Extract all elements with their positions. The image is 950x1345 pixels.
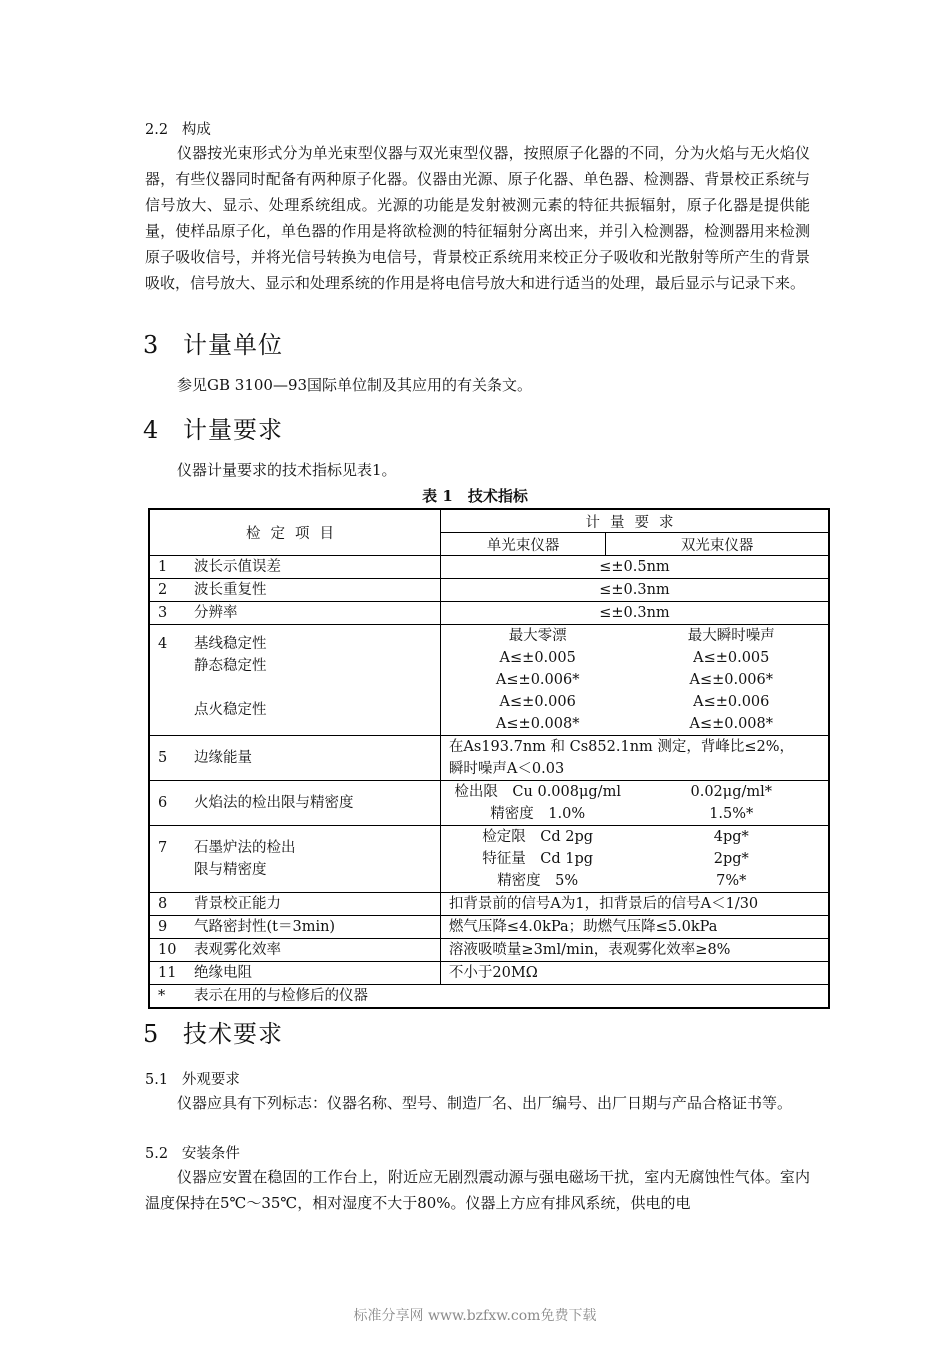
cell-text: 精密度 5%: [497, 873, 579, 889]
section-title: 计量单位: [183, 331, 283, 359]
header-double-beam: 双光束仪器: [606, 533, 829, 556]
row-item: 基线稳定性: [194, 636, 267, 652]
table-row: [149, 556, 829, 579]
cell-text: A≤±0.008*: [689, 716, 773, 732]
section-title: 技术要求: [183, 1020, 283, 1048]
cell-text: A≤±0.006: [693, 694, 770, 710]
paragraph-requirements: 仪器计量要求的技术指标见表1。: [177, 461, 397, 479]
row-number: 4: [158, 636, 168, 652]
cell-text: 最大瞬时噪声: [687, 628, 775, 644]
row-value: 扣背景前的信号A为1，扣背景后的信号A＜1/30: [440, 893, 829, 916]
paragraph-units: 参见GB 3100—93国际单位制及其应用的有关条文。: [177, 376, 533, 394]
row-subitem: 点火稳定性: [194, 702, 267, 718]
header-single-beam: 单光束仪器: [440, 533, 605, 556]
max-noise-column: [634, 625, 828, 735]
paragraph-installation: 仪器应安置在稳固的工作台上，附近应无剧烈震动源与强电磁场干扰，室内无腐蚀性气体。室内温度保持在5℃～35℃，相对湿度不大于80%。仪器上方应有排风系统，供电的电: [145, 1168, 810, 1212]
row-number: 10: [158, 942, 177, 958]
note-mark: *: [158, 988, 166, 1004]
section-number: 4: [143, 416, 160, 444]
section-number: 5.2: [145, 1146, 169, 1162]
cell-text: 瞬时噪声A＜0.03: [448, 761, 565, 777]
cell-text: A≤±0.005: [499, 650, 576, 666]
section-title: 构成: [181, 122, 211, 138]
table-row-graphite: [149, 826, 829, 893]
row-item: 石墨炉法的检出: [194, 840, 296, 856]
section-3-heading: [143, 325, 283, 360]
section-title: 计量要求: [183, 416, 283, 444]
table-row: [149, 602, 829, 625]
row-subitem: 限与精密度: [194, 862, 267, 878]
header-item: 检定项目: [149, 509, 440, 556]
row-number: 7: [158, 840, 168, 856]
cell-text: A≤±0.006*: [689, 672, 773, 688]
row-item: 边缘能量: [194, 750, 252, 766]
cell-text: 检出限 Cu 0.008μg/ml: [454, 784, 621, 800]
row-number: 3: [158, 605, 168, 621]
table-row: [149, 962, 829, 985]
row-item: 火焰法的检出限与精密度: [194, 795, 354, 811]
row-value: ≤±0.5nm: [440, 556, 829, 579]
header-requirement: 计量要求: [440, 509, 829, 533]
section-title: 安装条件: [181, 1146, 240, 1162]
row-number: 1: [158, 559, 168, 575]
paragraph-appearance: 仪器应具有下列标志：仪器名称、型号、制造厂名、出厂编号、出厂日期与产品合格证书等。: [177, 1094, 793, 1112]
section-number: 5.1: [145, 1072, 169, 1088]
table-row: [149, 579, 829, 602]
row-number: 2: [158, 582, 168, 598]
row-value: 不小于20MΩ: [440, 962, 829, 985]
cell-text: A≤±0.006*: [495, 672, 580, 688]
section-number: 3: [143, 331, 160, 359]
row-subitem: 静态稳定性: [194, 658, 267, 674]
cell-text: 0.02μg/ml*: [690, 784, 772, 800]
section-5-heading: [143, 1014, 283, 1049]
table-row: [149, 893, 829, 916]
cell-text: 在As193.7nm 和 Cs852.1nm 测定，背峰比≤2%，: [448, 739, 795, 755]
note-text: 表示在用的与检修后的仪器: [194, 988, 368, 1004]
max-drift-column: [441, 625, 635, 735]
cell-text: 7%*: [716, 873, 747, 889]
cell-text: 1.5%*: [709, 806, 754, 822]
table-row-baseline-stability: [149, 625, 829, 736]
row-number: 6: [158, 795, 168, 811]
table-header-row: [149, 509, 829, 533]
cell-text: 4pg*: [713, 829, 749, 845]
row-number: 8: [158, 896, 168, 912]
cell-text: A≤±0.008*: [495, 716, 580, 732]
row-value: ≤±0.3nm: [440, 602, 829, 625]
cell-text: 检定限 Cd 2pg: [482, 829, 594, 845]
row-value: 溶液吸喷量≥3ml/min，表观雾化效率≥8%: [440, 939, 829, 962]
row-value: 燃气压降≤4.0kPa；助燃气压降≤5.0kPa: [440, 916, 829, 939]
section-5-1-heading: [145, 1068, 240, 1089]
section-2-2-heading: [145, 118, 211, 139]
row-item: 绝缘电阻: [194, 965, 252, 981]
table-note-row: [149, 985, 829, 1009]
cell-text: A≤±0.005: [693, 650, 770, 666]
cell-text: A≤±0.006: [499, 694, 576, 710]
section-number: 5: [143, 1020, 160, 1048]
table-row-edge-energy: [149, 736, 829, 781]
row-item: 背景校正能力: [194, 896, 281, 912]
section-5-2-heading: [145, 1142, 240, 1163]
row-number: 5: [158, 750, 168, 766]
table-row: [149, 916, 829, 939]
paragraph-composition: 仪器按光束形式分为单光束型仪器与双光束型仪器，按照原子化器的不同，分为火焰与无火焰仪器，有些仪器同时配备有两种原子化器。仪器由光源、原子化器、单色器、检测器、背景校正系统与信号放大、显示、处理系统组成。光源的功能是发射被测元素的特征共振辐射，原子化器是提供能量，使样品原子化，单色器的作用是将欲检测的特征辐射分离出来，并引入检测器，检测器用来检测原子吸收信号，并将光信号转换为电信号，背景校正系统用来校正分子吸收和光散射等所产生的背景吸收，信号放大、显示和处理系统的作用是将电信号放大和进行适当的处理，最后显示与记录下来。: [145, 144, 810, 292]
page-footer-watermark: 标准分享网 www.bzfxw.com免费下载: [353, 1308, 597, 1324]
row-item: 分辨率: [194, 605, 238, 621]
table-row: [149, 939, 829, 962]
section-title: 外观要求: [181, 1072, 240, 1088]
row-number: 11: [158, 965, 177, 981]
cell-text: 特征量 Cd 1pg: [482, 851, 594, 867]
row-number: 9: [158, 919, 168, 935]
row-item: 波长示值误差: [194, 559, 281, 575]
cell-text: 最大零漂: [508, 628, 567, 644]
section-4-heading: [143, 410, 283, 445]
row-item: 气路密封性(t＝3min): [194, 919, 336, 935]
row-item: 波长重复性: [194, 582, 267, 598]
table-caption: 表 1 技术指标: [422, 487, 528, 505]
section-number: 2.2: [145, 122, 169, 138]
spec-table: [148, 508, 830, 1009]
table-row-flame: [149, 781, 829, 826]
cell-text: 精密度 1.0%: [490, 806, 586, 822]
row-item: 表观雾化效率: [194, 942, 281, 958]
row-value: ≤±0.3nm: [440, 579, 829, 602]
cell-text: 2pg*: [713, 851, 749, 867]
